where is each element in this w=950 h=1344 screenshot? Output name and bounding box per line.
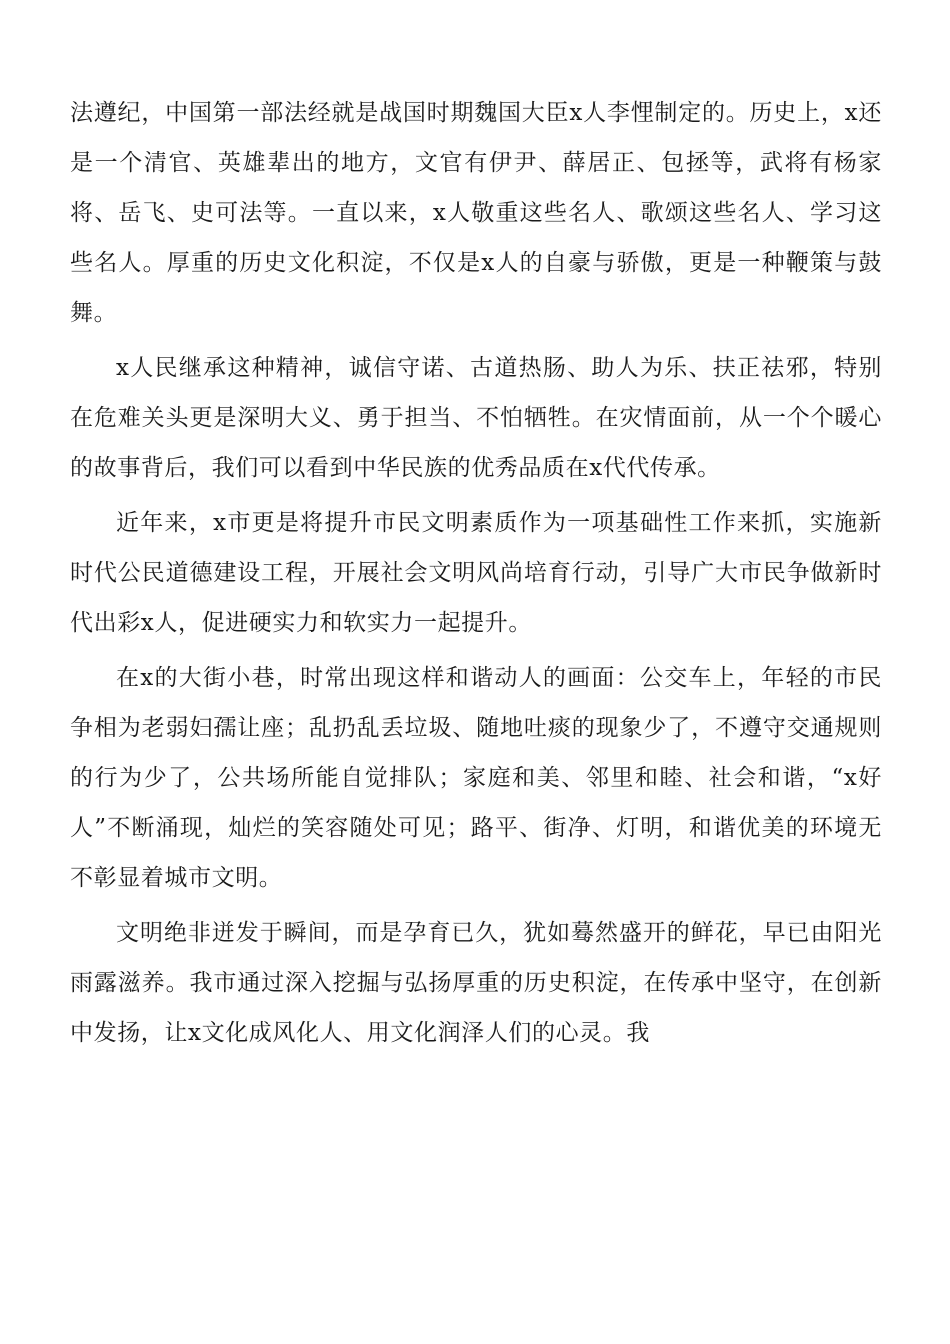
paragraph-5: 文明绝非迸发于瞬间，而是孕育已久，犹如蓦然盛开的鲜花，早已由阳光雨露滋养。我市通过深入挖掘与弘扬厚重的历史积淀，在传承中坚守，在创新中发扬，让x文化成风化人、用文化润泽人们的心灵。我 — [70, 920, 882, 1046]
paragraph-2: x人民继承这种精神，诚信守诺、古道热肠、助人为乐、扶正祛邪，特别在危难关头更是深明大义、勇于担当、不怕牺牲。在灾情面前，从一个个暖心的故事背后，我们可以看到中华民族的优秀品质在x代代传承。 — [70, 355, 882, 481]
paragraph-3: 近年来，x市更是将提升市民文明素质作为一项基础性工作来抓，实施新时代公民道德建设工程，开展社会文明风尚培育行动，引导广大市民争做新时代出彩x人，促进硬实力和软实力一起提升。 — [70, 510, 882, 636]
paragraph-1: 法遵纪，中国第一部法经就是战国时期魏国大臣x人李悝制定的。历史上，x还是一个清官、英雄辈出的地方，文官有伊尹、薛居正、包拯等，武将有杨家将、岳飞、史可法等。一直以来，x人敬重这些名人、歌颂这些名人、学习这些名人。厚重的历史文化积淀，不仅是x人的自豪与骄傲，更是一种鞭策与鼓舞。 — [70, 100, 882, 326]
document-body — [70, 88, 882, 1063]
paragraph-4: 在x的大街小巷，时常出现这样和谐动人的画面：公交车上，年轻的市民争相为老弱妇孺让座；乱扔乱丢垃圾、随地吐痰的现象少了，不遵守交通规则的行为少了，公共场所能自觉排队；家庭和美、邻里和睦、社会和谐，“x好人”不断涌现，灿烂的笑容随处可见；路平、街净、灯明，和谐优美的环境无不彰显着城市文明。 — [70, 665, 882, 891]
